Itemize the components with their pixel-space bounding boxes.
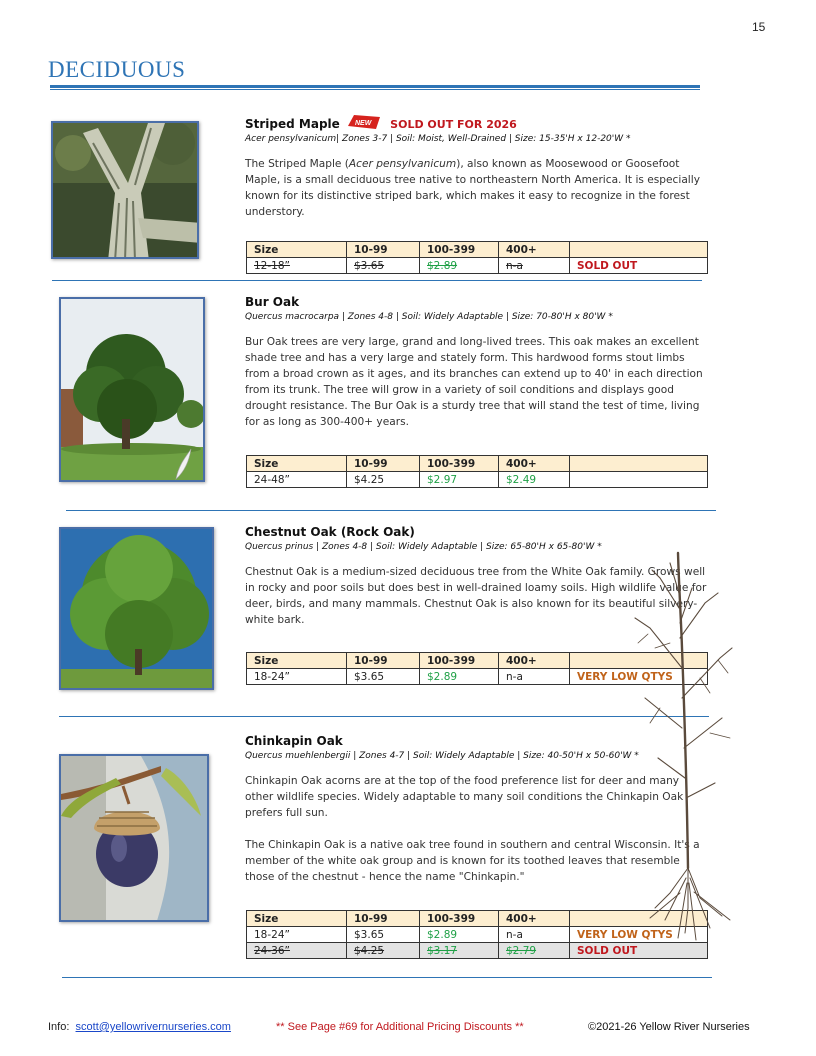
product-bur-oak <box>245 295 710 430</box>
header-size: Size <box>247 653 347 669</box>
price-cell: $4.25 <box>347 943 420 959</box>
title-rule-thin <box>50 89 700 90</box>
desc-paragraph: The Chinkapin Oak is a native oak tree found in southern and central Wisconsin. It's a member of the white oak group and is known for its toothed leaves that resemble those of the chestnut - hence the name "Chinkapin." <box>245 839 700 883</box>
copyright: ©2021-26 Yellow River Nurseries <box>588 1021 750 1033</box>
header-qty-10-99: 10-99 <box>347 911 420 927</box>
table-row <box>247 472 708 488</box>
product-description: Chestnut Oak is a medium-sized deciduous tree from the White Oak family. Grows well in rocky and poor soils but does best in well-drained loamy soils. High wildlife value for deer, birds, and many mammals. Chestnut Oak is also known for its beautiful silvery-white bark. <box>245 566 707 626</box>
size-cell: 24-48” <box>247 472 347 488</box>
table-header-row <box>247 456 708 472</box>
size-cell: 12-18” <box>247 258 347 274</box>
desc-latin-name: Acer pensylvanicum <box>348 158 457 170</box>
status-cell: VERY LOW QTYS <box>570 669 708 685</box>
price-cell: $3.65 <box>347 258 420 274</box>
header-qty-400: 400+ <box>499 242 570 258</box>
separator <box>52 280 702 281</box>
page-number: 15 <box>752 20 766 34</box>
header-size: Size <box>247 456 347 472</box>
discount-note: ** See Page #69 for Additional Pricing Discounts ** <box>276 1021 524 1033</box>
separator <box>66 510 716 511</box>
product-spec: Quercus muehlenbergii | Zones 4-7 | Soil: Widely Adaptable | Size: 40-50'H x 50-60'W * <box>245 751 639 761</box>
header-qty-100-399: 100-399 <box>420 911 499 927</box>
price-cell: n-a <box>499 258 570 274</box>
header-qty-400: 400+ <box>499 456 570 472</box>
desc-part: The Striped Maple ( <box>245 158 349 170</box>
title-rule <box>50 85 700 88</box>
chinkapin-acorn-image <box>61 756 209 922</box>
header-qty-400: 400+ <box>499 653 570 669</box>
bare-root-tree-illustration <box>630 548 740 948</box>
desc-paragraph: Chinkapin Oak acorns are at the top of the food preference list for deer and many other wildlife species. Widely adaptable to many soil conditions the Chinkapin Oak prefers full sun. <box>245 775 684 819</box>
price-cell: $2.89 <box>420 669 499 685</box>
product-name: Chestnut Oak (Rock Oak) <box>245 525 415 539</box>
separator <box>62 977 712 978</box>
product-chestnut-oak-photo <box>59 527 214 690</box>
footer-info <box>48 1021 231 1033</box>
sold-out-status: SOLD OUT FOR 2026 <box>390 118 517 131</box>
price-cell: n-a <box>499 927 570 943</box>
product-striped-maple <box>245 114 710 220</box>
product-description: Bur Oak trees are very large, grand and long-lived trees. This oak makes an excellent shade tree and has a very large and stately form. This hardwood forms stout limbs from a broad crown as it ages, and its branches can extend up to 40' in each direction from its trunk. The tree will grow in a variety of soil conditions and displays good drought resistance. The Bur Oak is a sturdy tree that will stand the test of time, living for as long as 300-400+ years. <box>245 336 703 428</box>
section-title: DECIDUOUS <box>48 57 186 82</box>
email-link[interactable]: scott@yellowrivernurseries.com <box>75 1021 231 1033</box>
price-cell: $3.17 <box>420 943 499 959</box>
status-cell <box>570 472 708 488</box>
product-striped-maple-photo <box>51 121 199 259</box>
product-chinkapin-oak-photo <box>59 754 209 922</box>
size-cell: 18-24” <box>247 669 347 685</box>
status-cell: VERY LOW QTYS <box>570 927 708 943</box>
separator <box>59 716 709 717</box>
status-cell: SOLD OUT <box>570 258 708 274</box>
product-name-line <box>245 114 710 131</box>
price-cell: $2.89 <box>420 927 499 943</box>
price-cell: n-a <box>499 669 570 685</box>
product-bur-oak-photo <box>59 297 205 482</box>
size-cell: 18-24” <box>247 927 347 943</box>
chestnut-oak-tree-image <box>61 529 214 690</box>
status-cell: SOLD OUT <box>570 943 708 959</box>
price-cell: $2.79 <box>499 943 570 959</box>
product-name: Chinkapin Oak <box>245 734 343 748</box>
header-qty-400: 400+ <box>499 911 570 927</box>
header-note <box>570 456 708 472</box>
product-description <box>245 156 710 220</box>
product-name: Bur Oak <box>245 295 300 309</box>
product-name: Striped Maple <box>245 117 340 131</box>
new-badge-icon <box>346 114 382 130</box>
price-cell: $3.65 <box>347 669 420 685</box>
bur-oak-tree-image <box>61 299 205 482</box>
product-spec: Quercus macrocarpa | Zones 4-8 | Soil: Widely Adaptable | Size: 70-80'H x 80'W * <box>245 312 613 322</box>
price-table-striped-maple <box>246 241 708 274</box>
price-cell: $2.89 <box>420 258 499 274</box>
header-size: Size <box>247 242 347 258</box>
table-header-row <box>247 242 708 258</box>
header-qty-100-399: 100-399 <box>420 456 499 472</box>
header-qty-100-399: 100-399 <box>420 242 499 258</box>
striped-maple-bark-image <box>53 123 199 259</box>
price-table-bur-oak <box>246 455 708 488</box>
header-qty-10-99: 10-99 <box>347 242 420 258</box>
info-label: Info: <box>48 1021 70 1033</box>
header-qty-10-99: 10-99 <box>347 653 420 669</box>
price-cell: $2.97 <box>420 472 499 488</box>
price-cell: $3.65 <box>347 927 420 943</box>
product-spec: Acer pensylvanicum| Zones 3-7 | Soil: Moist, Well-Drained | Size: 15-35'H x 12-20'W * <box>245 134 631 144</box>
table-row <box>247 258 708 274</box>
new-badge-text: NEW <box>354 120 372 127</box>
header-note <box>570 242 708 258</box>
price-cell: $2.49 <box>499 472 570 488</box>
header-size: Size <box>247 911 347 927</box>
desc-part: ), also known as Moosewood or Goosefoot Maple, is a small deciduous tree native to northeastern North America. It is especially known for its distinctive striped bark, which makes it easy to recognize in the forest understory. <box>245 158 700 218</box>
header-qty-100-399: 100-399 <box>420 653 499 669</box>
price-cell: $4.25 <box>347 472 420 488</box>
product-spec: Quercus prinus | Zones 4-8 | Soil: Widely Adaptable | Size: 65-80'H x 65-80'W * <box>245 542 602 552</box>
header-qty-10-99: 10-99 <box>347 456 420 472</box>
size-cell: 24-36” <box>247 943 347 959</box>
